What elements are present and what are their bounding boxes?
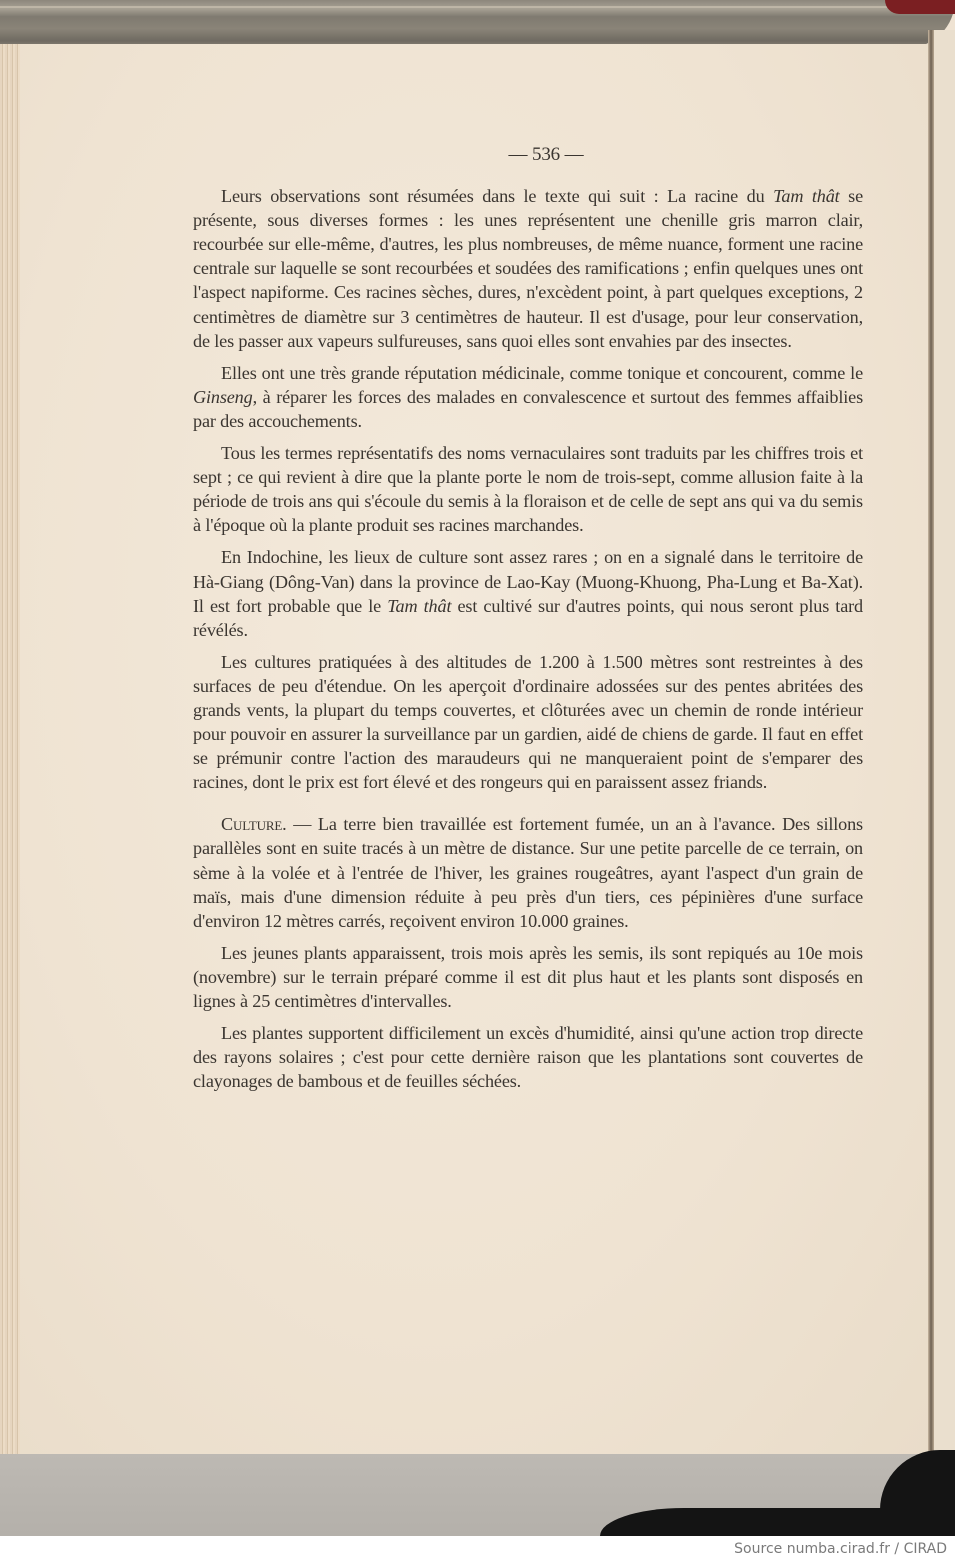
paragraph-text: Les cultures pratiquées à des altitudes de 1.200 à 1.500 mètres sont restreintes à des surfaces de peu d'étendue. On les aperçoit d'ordinaire adossées sur des pentes abritées des grands vents, la plupart du temps couvertes, et clôturées avec un chemin de ronde intérieur pour pouvoir en assurer la surveillance par un gardien, aidé de chiens de garde. Il faut en effet se prémunir contre l'action des maraudeurs qui ne manqueraient point de s'emparer des racines, dont le prix est fort élevé et des rongeurs qui en paraissent assez friands. — [193, 651, 863, 793]
paragraph-text: Tous les termes représentatifs des noms vernaculaires sont traduits par les chiffres trois et sept ; ce qui revient à dire que la plante porte le nom de trois-sept, comme allusion faite à la période de trois ans qui s'écoule du semis à la floraison et de celle de sept ans qui va du semis à l'époque où la plante produit ses racines marchandes. — [193, 443, 863, 536]
book-cover-corner — [885, 0, 955, 14]
book-top-edge — [0, 0, 955, 48]
paragraph — [193, 650, 863, 795]
paragraph — [193, 361, 863, 433]
page-text — [193, 143, 863, 1101]
page-number: — 536 — — [508, 144, 584, 165]
paragraph-text: En Indochine, les lieux de culture sont assez rares ; on en a signalé dans le territoire de Hà-Giang (Dông-Van) dans la province de Lao-Kay (Muong-Khuong, Pha-Lung et Ba-Xat). Il est fort probable que le — [193, 547, 863, 616]
paragraph-text: Elles ont une très grande réputation médicinale, comme tonique et concourent, comme le — [221, 362, 863, 383]
paragraph — [193, 941, 863, 1013]
paragraph-list — [193, 184, 863, 1093]
paragraph-text: Les plantes supportent difficilement un excès d'humidité, ainsi qu'une action trop directe des rayons solaires ; c'est pour cette dernière raison que les plantations sont couvertes de clayonages de bambous et de feuilles séchées. — [193, 1023, 863, 1092]
paragraph — [193, 441, 863, 537]
paragraph-text: . — La terre bien travaillée est fortement fumée, un an à l'avance. Des sillons parallèles sont en suite tracés à un mètre de distance. Sur une petite parcelle de ce terrain, on sème à la volée et à l'entrée de l'hiver, les graines rougeâtres, ayant l'aspect d'un grain de maïs, mais d'une dimension réduite à peu près d'un tiers, ces pépinières d'une surface d'environ 12 mètres carrés, reçoivent environ 10.000 graines. — [193, 814, 863, 931]
source-credit: Source numba.cirad.fr / CIRAD — [734, 1541, 947, 1557]
paragraph — [193, 184, 863, 353]
book-cover-bottom-edge — [600, 1508, 955, 1536]
page-stack-edge — [0, 44, 21, 1454]
paragraph-text: Leurs observations sont résumées dans le texte qui suit : La racine du — [221, 186, 774, 207]
paragraph — [193, 812, 863, 932]
paragraph-text: se présente, sous diverses formes : les unes représentent une chenille gris marron clair, recourbée sur elle-même, d'autres, les plus nombreuses, de même nuance, forment une racine centrale sur laquelle se sont recourbées et soudées des ramifications ; enfin quelques unes ont l'aspect napiforme. Ces racines sèches, dures, n'excèdent point, à part quelques exceptions, 2 centimètres de diamètre sur 3 centimètres de hauteur. Il est d'usage, pour leur conservation, de les passer aux vapeurs sulfureuses, sans quoi elles sont envahies par des insectes. — [193, 186, 863, 351]
paragraph-text: Les jeunes plants apparaissent, trois mois après les semis, ils sont repiqués au 10e mois (novembre) sur le terrain préparé comme il est dit plus haut et les plants sont disposés en lignes à 25 centimètres d'intervalles. — [193, 942, 863, 1011]
paragraph-text: est cultivé sur d'autres points, qui nous seront plus tard révélés. — [193, 595, 863, 640]
italic-term: Tam thât — [387, 595, 452, 616]
italic-term: Tam thât — [773, 186, 840, 207]
italic-term: Ginseng — [193, 386, 253, 407]
facing-page-edge — [934, 30, 955, 1470]
paragraph-text: , à réparer les forces des malades en convalescence et surtout des femmes affaiblies par des accouchements. — [193, 386, 863, 431]
paragraph — [193, 545, 863, 641]
section-heading: Culture — [221, 814, 283, 835]
paragraph — [193, 1021, 863, 1093]
